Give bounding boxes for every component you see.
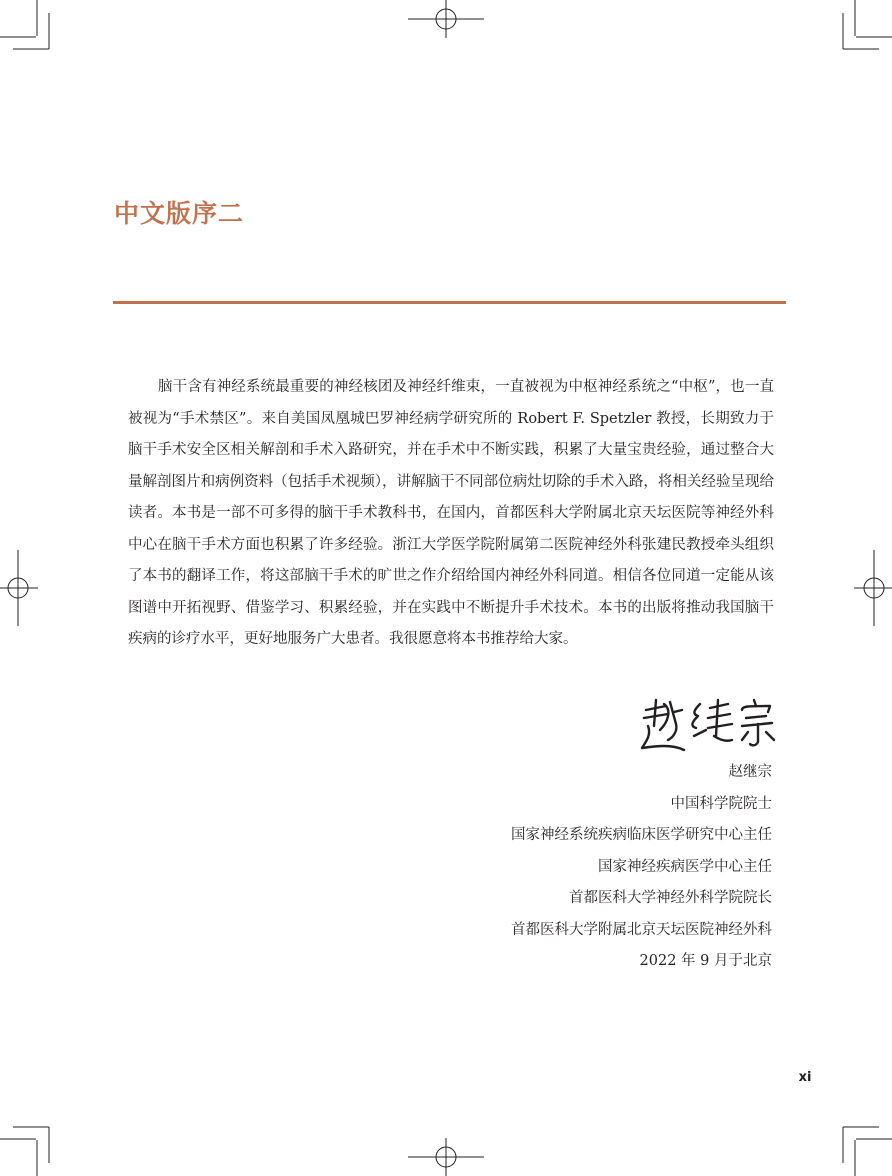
- crosshair-registration-icon: [408, 1138, 484, 1176]
- signer-title-dean: 首都医科大学神经外科学院院长: [569, 890, 772, 906]
- signer-title-academician: 中国科学院院士: [670, 795, 772, 812]
- crop-mark-icon: [0, 0, 49, 49]
- preface-paragraph: 脑干含有神经系统最重要的神经核团及神经纤维束，一直被视为中枢神经系统之“中枢”，也一直被视为“手术禁区”。来自美国凤凰城巴罗神经病学研究所的 Robert F. Spetzler 教授，长期致力于脑干手术安全区相关解剖和手术入路研究，并在手术中不断实践，积累了大量宝贵经验，通过整合大量解剖图片和病例资料（包括手术视频），讲解脑干不同部位病灶切除的手术入路，将相关经验呈现给读者。本书是一部不可多得的脑干手术教科书，在国内，首都医科大学附属北京天坛医院等神经外科中心在脑干手术方面也积累了许多经验。浙江大学医学院附属第二医院神经外科张建民教授牵头组织了本书的翻译工作，将这部脑干手术的旷世之作介绍给国内神经外科同道。相信各位同道一定能从该图谱中开拓视野、借鉴学习、积累经验，并在实践中不断提升手术技术。本书的出版将推动我国脑干疾病的诊疗水平，更好地服务广大患者。我很愿意将本书推荐给大家。: [128, 379, 774, 647]
- crosshair-registration-icon: [854, 550, 892, 626]
- crop-mark-icon: [843, 1127, 892, 1176]
- crop-mark-icon: [0, 1127, 49, 1176]
- title-divider: [113, 301, 786, 304]
- page-number: xi: [798, 1070, 812, 1085]
- signer-affiliation: 首都医科大学附属北京天坛医院神经外科: [511, 921, 772, 938]
- signer-title-research-center: 国家神经系统疾病临床医学研究中心主任: [511, 827, 772, 843]
- signature-block: [420, 757, 772, 978]
- crosshair-registration-icon: [0, 550, 38, 626]
- signer-title-medical-center: 国家神经疾病医学中心主任: [598, 858, 772, 875]
- crosshair-registration-icon: [408, 0, 484, 38]
- signer-name: 赵继宗: [728, 764, 772, 780]
- signature-date-place: 2022 年 9 月于北京: [639, 953, 772, 969]
- crop-mark-icon: [843, 0, 892, 49]
- handwritten-signature-icon: [638, 696, 778, 754]
- page-title: 中文版序二: [114, 199, 245, 228]
